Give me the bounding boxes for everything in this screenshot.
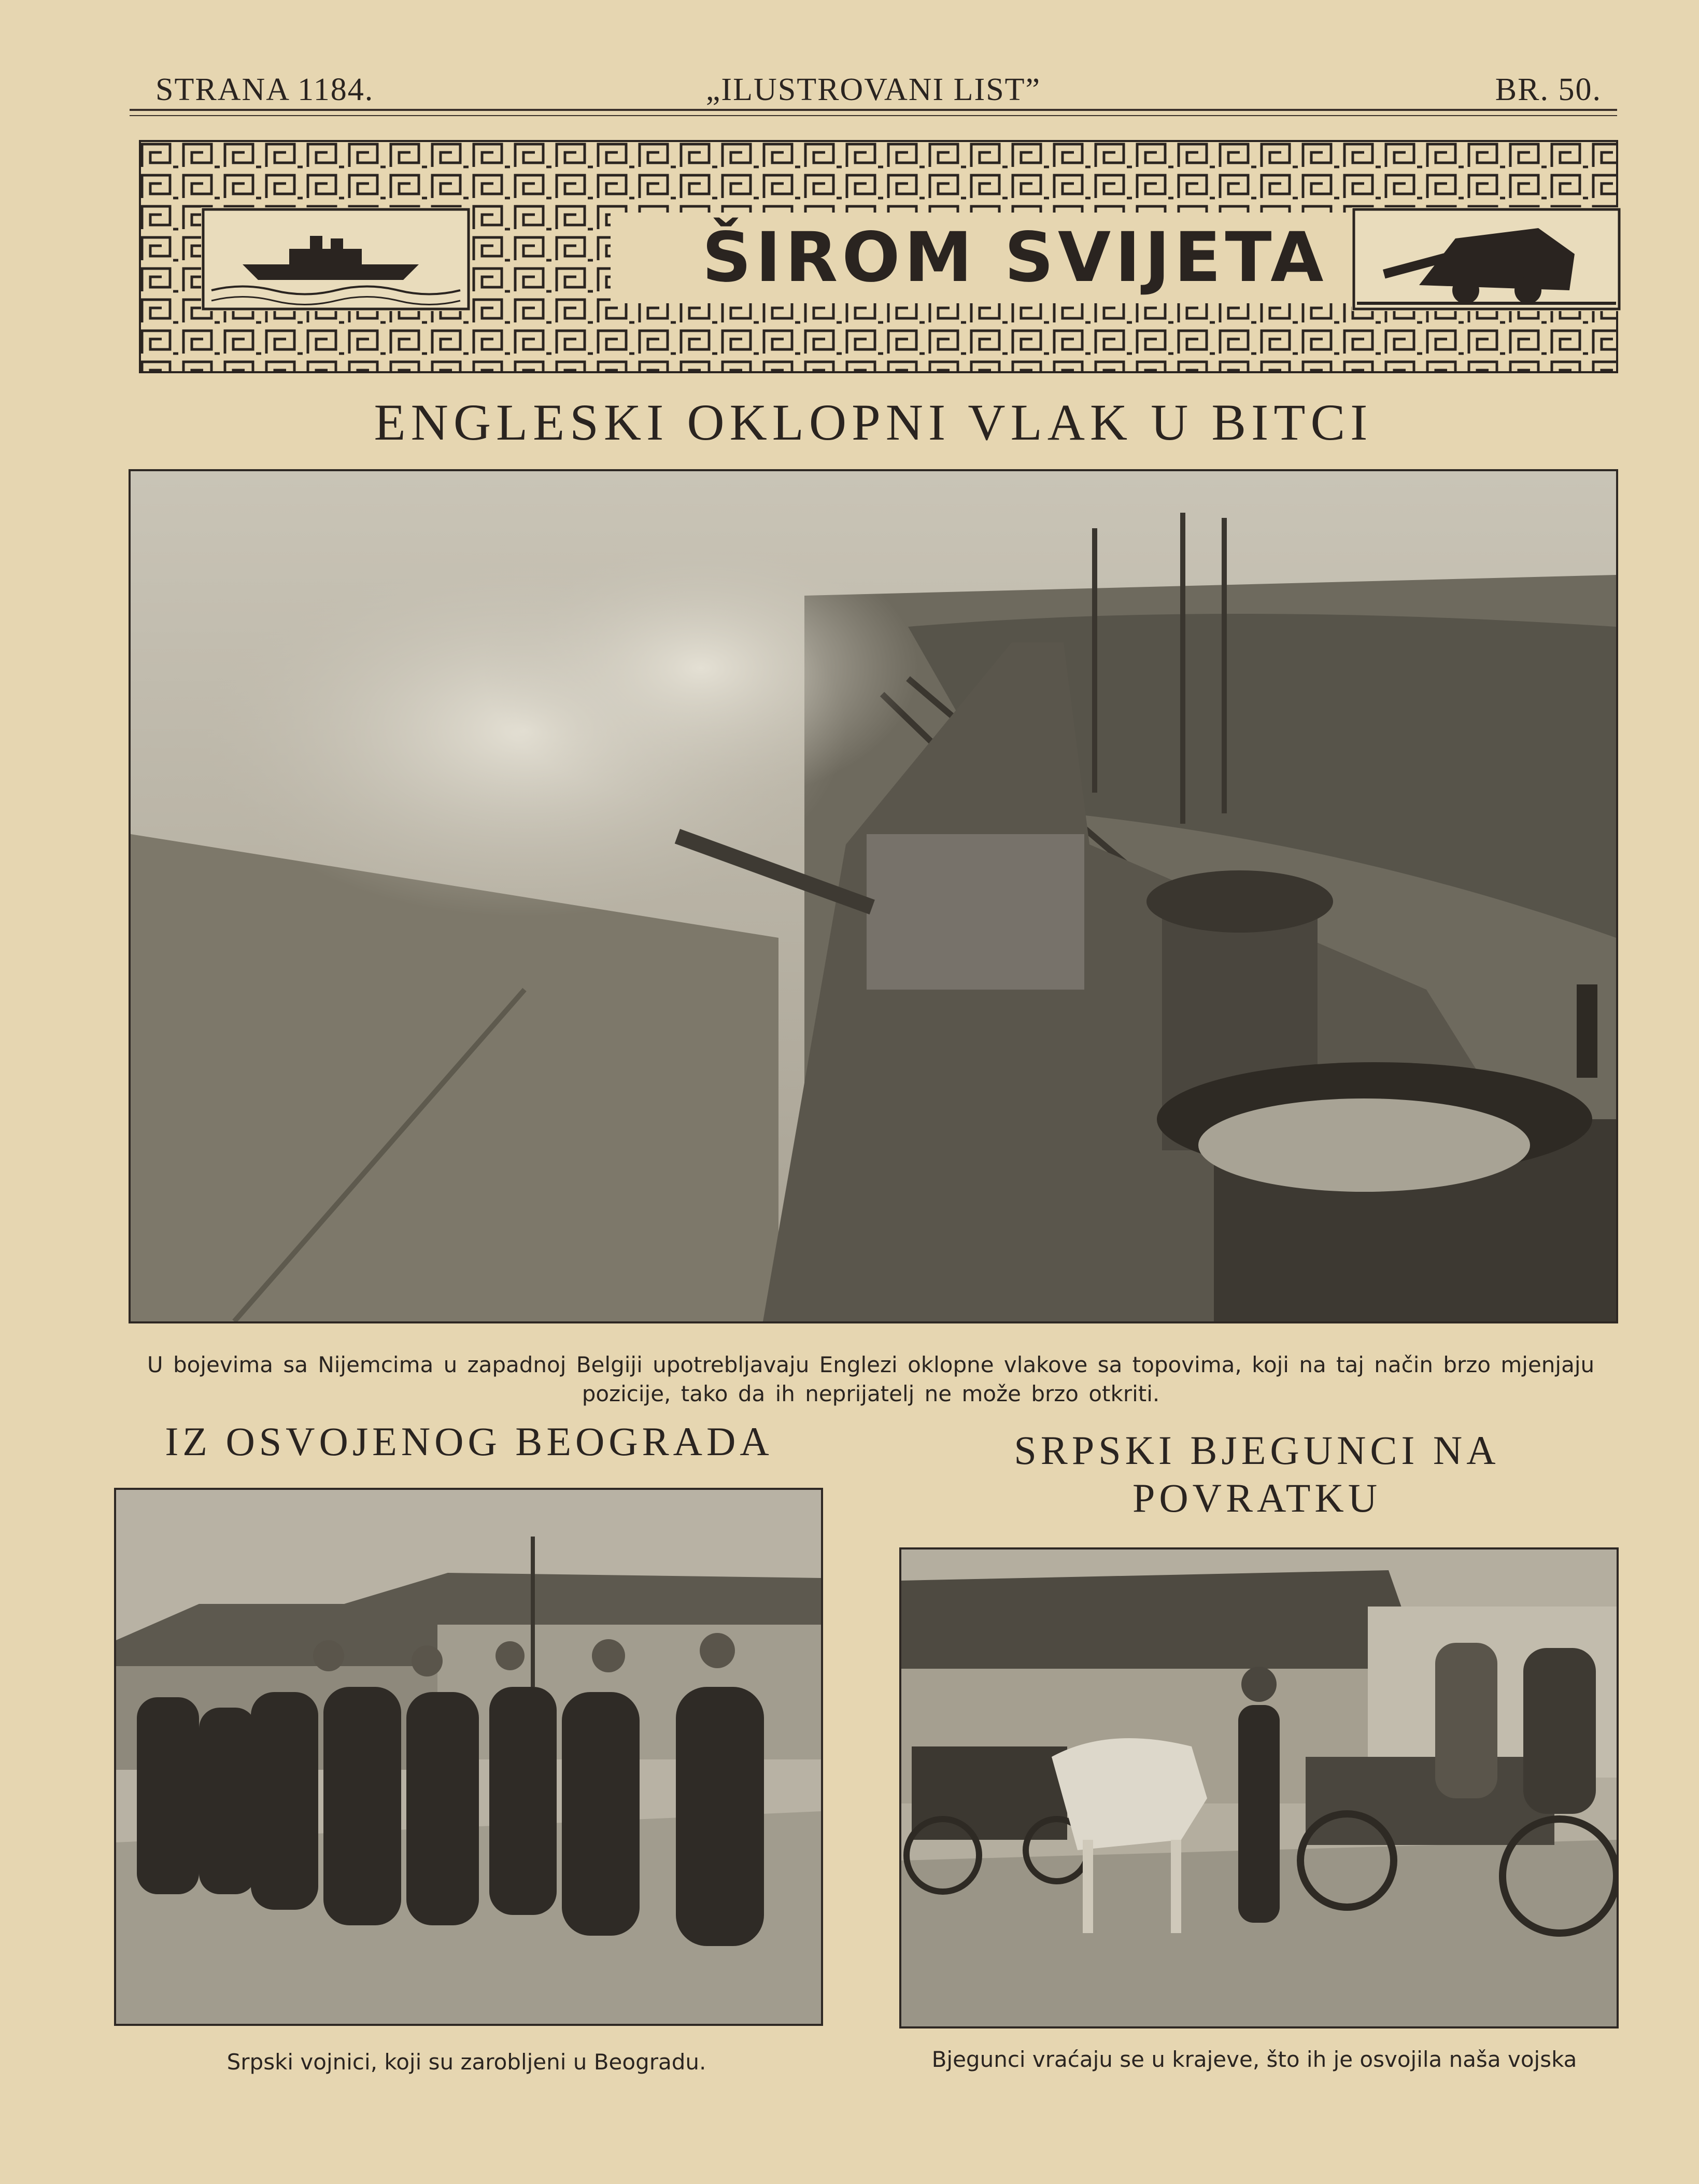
right-caption: Bjegunci vraćaju se u krajeve, što ih je osvojila naša vojska [931,2047,1577,2072]
publication-title: „ILUSTROVANI LIST” [705,72,1041,107]
left-caption: Srpski vojnici, koji su zarobljeni u Beogradu. [226,2049,706,2075]
section-title: ŠIROM SVIJETA [611,213,1419,303]
captured-soldiers-photo [114,1488,823,2026]
right-headline: SRPSKI BJEGUNCI NA POVRATKU [1014,1428,1500,1520]
header-rule-thin [130,115,1617,116]
main-caption: U bojevima sa Nijemcima u zapadnoj Belgiji upotrebljavaju Englezi oklopne vlakove sa topovima, koji na taj način brzo mjenjaju pozicije, tako da ih neprijatelj ne može brzo otkriti. [147,1352,1595,1406]
issue-number: BR. 50. [1495,72,1602,107]
header-rule [130,109,1617,111]
refugees-photo [899,1547,1619,2028]
section-banner [139,140,1618,373]
ship-vignette [201,207,471,311]
left-headline: IZ OSVOJENOG BEOGRADA [165,1419,773,1464]
armoured-train-photo [129,469,1618,1323]
running-header [130,67,1617,114]
main-headline: ENGLESKI OKLOPNI VLAK U BITCI [374,393,1373,451]
page-number: STRANA 1184. [155,72,374,107]
cannon-vignette [1352,207,1621,311]
